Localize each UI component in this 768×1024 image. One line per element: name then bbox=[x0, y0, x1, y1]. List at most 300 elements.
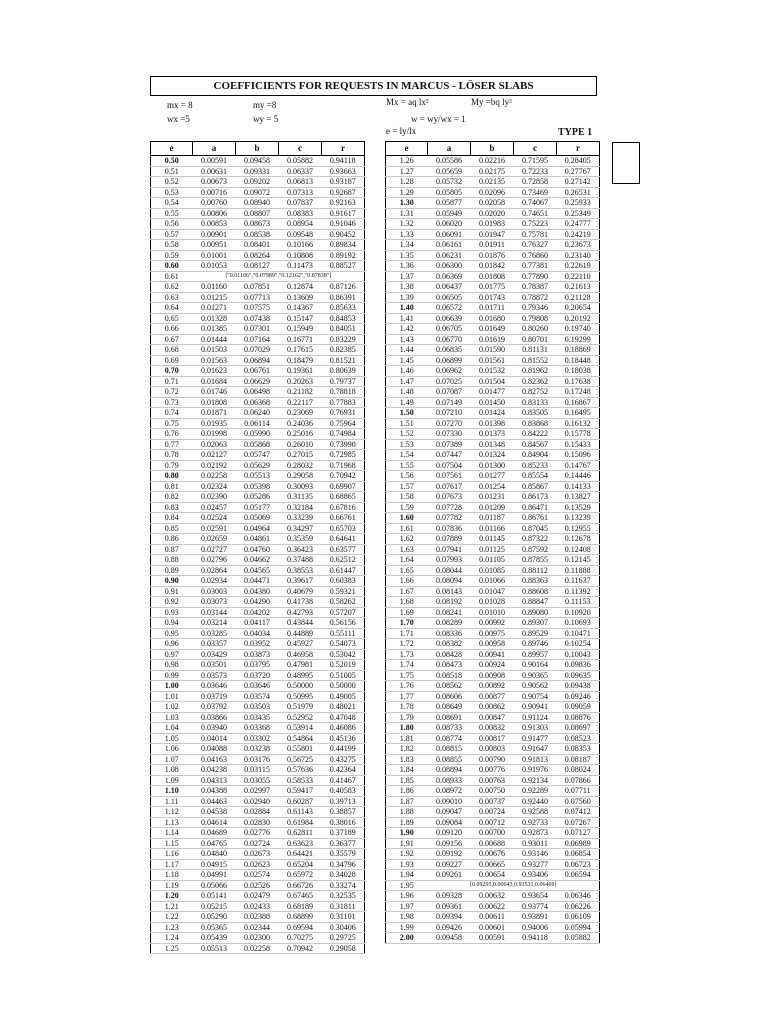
cell-a: 0.01053 bbox=[193, 261, 236, 272]
cell-c: 0.50995 bbox=[279, 691, 322, 702]
cell-c: 0.79808 bbox=[514, 313, 557, 324]
cell-r: 0.80639 bbox=[322, 366, 365, 377]
cell-e: 1.34 bbox=[386, 240, 428, 251]
cell-c: 0.66726 bbox=[279, 880, 322, 891]
cell-c: 0.86173 bbox=[514, 492, 557, 503]
table-row bbox=[386, 229, 600, 240]
cell-r: 0.37189 bbox=[322, 828, 365, 839]
cell-e: 1.72 bbox=[386, 639, 428, 650]
table-row bbox=[386, 796, 600, 807]
cell-a: 0.03003 bbox=[193, 586, 236, 597]
cell-e: 0.68 bbox=[151, 345, 193, 356]
cell-a: 0.02390 bbox=[193, 492, 236, 503]
table-row bbox=[386, 324, 600, 335]
cell-r: 0.09246 bbox=[557, 691, 600, 702]
cell-r: 0.41467 bbox=[322, 775, 365, 786]
cell-e: 1.13 bbox=[151, 817, 193, 828]
cell-b: 0.00790 bbox=[471, 754, 514, 765]
table-row bbox=[386, 733, 600, 744]
cell-e: 0.75 bbox=[151, 418, 193, 429]
table-row bbox=[386, 607, 600, 618]
cell-e: 0.50 bbox=[151, 156, 193, 167]
cell-b: 0.07164 bbox=[236, 334, 279, 345]
cell-r: 0.93187 bbox=[322, 177, 365, 188]
cell-e: 1.74 bbox=[386, 660, 428, 671]
cell-b: 0.05747 bbox=[236, 450, 279, 461]
cell-b: 0.03055 bbox=[236, 775, 279, 786]
cell-e: 1.36 bbox=[386, 261, 428, 272]
cell-a: 0.08855 bbox=[428, 754, 471, 765]
cell-b: 0.05286 bbox=[236, 492, 279, 503]
cell-r: 0.05882 bbox=[557, 933, 600, 944]
cell-r: 0.10471 bbox=[557, 628, 600, 639]
cell-e: 1.55 bbox=[386, 460, 428, 471]
cell-e: 1.66 bbox=[386, 576, 428, 587]
cell-b: 0.00975 bbox=[471, 628, 514, 639]
cell-r: 0.08697 bbox=[557, 723, 600, 734]
cell-a: 0.08143 bbox=[428, 586, 471, 597]
cell-e: 1.52 bbox=[386, 429, 428, 440]
cell-b: 0.02020 bbox=[471, 208, 514, 219]
cell-e: 1.90 bbox=[386, 828, 428, 839]
cell-r: 0.08024 bbox=[557, 765, 600, 776]
cell-a: 0.09156 bbox=[428, 838, 471, 849]
cell-c: 0.83505 bbox=[514, 408, 557, 419]
table-row bbox=[386, 838, 600, 849]
table-row bbox=[151, 754, 365, 765]
cell-a: 0.08691 bbox=[428, 712, 471, 723]
cell-e: 1.11 bbox=[151, 796, 193, 807]
cell-r: 0.19299 bbox=[557, 334, 600, 345]
cell-c: 0.87322 bbox=[514, 534, 557, 545]
cell-c: 0.75223 bbox=[514, 219, 557, 230]
table-row bbox=[151, 366, 365, 377]
cell-r: 0.16867 bbox=[557, 397, 600, 408]
cell-a: 0.09120 bbox=[428, 828, 471, 839]
cell-a: 0.07149 bbox=[428, 397, 471, 408]
cell-e: 1.86 bbox=[386, 786, 428, 797]
cell-e: 1.24 bbox=[151, 933, 193, 944]
cell-a: 0.06572 bbox=[428, 303, 471, 314]
cell-a: 0.06091 bbox=[428, 229, 471, 240]
cell-a: 0.01215 bbox=[193, 292, 236, 303]
cell-c: 0.13609 bbox=[279, 292, 322, 303]
cell-r: 0.50000 bbox=[322, 681, 365, 692]
cell-e: 1.00 bbox=[151, 681, 193, 692]
cell-c: 0.90365 bbox=[514, 670, 557, 681]
cell-b: 0.00958 bbox=[471, 639, 514, 650]
cell-c: 0.78872 bbox=[514, 292, 557, 303]
cell-c: 0.05882 bbox=[279, 156, 322, 167]
column-header-a: a bbox=[193, 142, 236, 156]
cell-r: 0.86391 bbox=[322, 292, 365, 303]
table-row bbox=[151, 639, 365, 650]
cell-r: 0.59321 bbox=[322, 586, 365, 597]
cell-r: 0.32535 bbox=[322, 891, 365, 902]
type-label: TYPE 1 bbox=[558, 127, 593, 138]
cell-r: 0.45136 bbox=[322, 733, 365, 744]
cell-e: 1.08 bbox=[151, 765, 193, 776]
cell-e: 1.44 bbox=[386, 345, 428, 356]
column-header-c: c bbox=[514, 142, 557, 156]
table-row bbox=[151, 597, 365, 608]
cell-r: 0.20192 bbox=[557, 313, 600, 324]
cell-r: 0.47048 bbox=[322, 712, 365, 723]
cell-c: 0.74651 bbox=[514, 208, 557, 219]
cell-r: 0.25349 bbox=[557, 208, 600, 219]
cell-c: 0.14367 bbox=[279, 303, 322, 314]
table-row bbox=[386, 922, 600, 933]
cell-a: 0.07782 bbox=[428, 513, 471, 524]
cell-c: 0.30093 bbox=[279, 481, 322, 492]
table-row bbox=[386, 166, 600, 177]
cell-b: 0.02997 bbox=[236, 786, 279, 797]
cell-a: 0.09084 bbox=[428, 817, 471, 828]
cell-c: 0.93277 bbox=[514, 859, 557, 870]
cell-a: 0.08649 bbox=[428, 702, 471, 713]
cell-r: 0.82385 bbox=[322, 345, 365, 356]
cell-a: 0.04088 bbox=[193, 744, 236, 755]
table-row bbox=[151, 765, 365, 776]
cell-e: 1.16 bbox=[151, 849, 193, 860]
cell-e: 1.57 bbox=[386, 481, 428, 492]
cell-r: 0.30406 bbox=[322, 922, 365, 933]
cell-a: 0.04689 bbox=[193, 828, 236, 839]
cell-b: 0.01876 bbox=[471, 250, 514, 261]
cell-r: 0.91617 bbox=[322, 208, 365, 219]
table-row bbox=[386, 565, 600, 576]
cell-e: 1.67 bbox=[386, 586, 428, 597]
table-row bbox=[386, 219, 600, 230]
cell-e: 1.41 bbox=[386, 313, 428, 324]
cell-a: 0.03429 bbox=[193, 649, 236, 660]
cell-b: 0.01532 bbox=[471, 366, 514, 377]
cell-e: 0.55 bbox=[151, 208, 193, 219]
cell-e: 0.90 bbox=[151, 576, 193, 587]
cell-b: 0.01066 bbox=[471, 576, 514, 587]
cell-b: 0.04471 bbox=[236, 576, 279, 587]
cell-r: 0.48021 bbox=[322, 702, 365, 713]
cell-c: 0.20263 bbox=[279, 376, 322, 387]
param-w: w = wy/wx = 1 bbox=[411, 114, 466, 124]
cell-c: 0.52952 bbox=[279, 712, 322, 723]
cell-e: 0.84 bbox=[151, 513, 193, 524]
cell-c: 0.17615 bbox=[279, 345, 322, 356]
cell-e: 0.92 bbox=[151, 597, 193, 608]
table-row bbox=[386, 544, 600, 555]
cell-c: 0.76860 bbox=[514, 250, 557, 261]
cell-r: 0.09059 bbox=[557, 702, 600, 713]
cell-r: 0.81521 bbox=[322, 355, 365, 366]
table-row bbox=[151, 828, 365, 839]
cell-a: 0.02258 bbox=[193, 471, 236, 482]
cell-b: 0.01842 bbox=[471, 261, 514, 272]
cell-c: 0.19361 bbox=[279, 366, 322, 377]
table-row bbox=[386, 817, 600, 828]
cell-r: 0.74984 bbox=[322, 429, 365, 440]
table-row bbox=[151, 681, 365, 692]
table-row bbox=[151, 166, 365, 177]
cell-c: 0.74067 bbox=[514, 198, 557, 209]
cell-e: 0.83 bbox=[151, 502, 193, 513]
cell-b: 0.08940 bbox=[236, 198, 279, 209]
cell-b: 0.03646 bbox=[236, 681, 279, 692]
cell-r: 0.12408 bbox=[557, 544, 600, 555]
cell-e: 1.20 bbox=[151, 891, 193, 902]
cell-r: 0.31101 bbox=[322, 912, 365, 923]
cell-a: 0.01503 bbox=[193, 345, 236, 356]
table-row bbox=[151, 460, 365, 471]
cell-a: 0.09261 bbox=[428, 870, 471, 881]
cell-a: 0.02591 bbox=[193, 523, 236, 534]
cell-r: 0.14133 bbox=[557, 481, 600, 492]
table-row bbox=[386, 355, 600, 366]
cell-r: 0.78818 bbox=[322, 387, 365, 398]
cell-e: 1.30 bbox=[386, 198, 428, 209]
table-row bbox=[151, 523, 365, 534]
cell-e: 2.00 bbox=[386, 933, 428, 944]
cell-c: 0.90941 bbox=[514, 702, 557, 713]
cell-b: 0.03503 bbox=[236, 702, 279, 713]
cell-e: 1.19 bbox=[151, 880, 193, 891]
cell-b: 0.06114 bbox=[236, 418, 279, 429]
table-row bbox=[151, 345, 365, 356]
cell-c: 0.15949 bbox=[279, 324, 322, 335]
cell-a: 0.08972 bbox=[428, 786, 471, 797]
cell-r: 0.05994 bbox=[557, 922, 600, 933]
cell-c: 0.57636 bbox=[279, 765, 322, 776]
cell-b: 0.01254 bbox=[471, 481, 514, 492]
cell-a: 0.06770 bbox=[428, 334, 471, 345]
table-row bbox=[386, 303, 600, 314]
cell-e: 1.29 bbox=[386, 187, 428, 198]
cell-r: 0.62512 bbox=[322, 555, 365, 566]
cell-b: 0.04964 bbox=[236, 523, 279, 534]
cell-e: 1.21 bbox=[151, 901, 193, 912]
cell-e: 0.73 bbox=[151, 397, 193, 408]
cell-e: 1.56 bbox=[386, 471, 428, 482]
cell-c: 0.76327 bbox=[514, 240, 557, 251]
cell-a: 0.01563 bbox=[193, 355, 236, 366]
cell-c: 0.92289 bbox=[514, 786, 557, 797]
cell-e: 1.64 bbox=[386, 555, 428, 566]
table-row bbox=[386, 513, 600, 524]
cell-a: 0.03144 bbox=[193, 607, 236, 618]
cell-c: 0.91124 bbox=[514, 712, 557, 723]
cell-c: 0.06813 bbox=[279, 177, 322, 188]
cell-e: 1.68 bbox=[386, 597, 428, 608]
cell-c: 0.89957 bbox=[514, 649, 557, 660]
cell-a: 0.01385 bbox=[193, 324, 236, 335]
cell-c: 0.84222 bbox=[514, 429, 557, 440]
cell-a: 0.08289 bbox=[428, 618, 471, 629]
cell-c: 0.79346 bbox=[514, 303, 557, 314]
cell-b: 0.05398 bbox=[236, 481, 279, 492]
cell-a: 0.09047 bbox=[428, 807, 471, 818]
cell-b: 0.00763 bbox=[471, 775, 514, 786]
cell-e: 0.89 bbox=[151, 565, 193, 576]
cell-c: 0.61984 bbox=[279, 817, 322, 828]
cell-c: 0.69594 bbox=[279, 922, 322, 933]
cell-e: 1.83 bbox=[386, 754, 428, 765]
cell-a: 0.07836 bbox=[428, 523, 471, 534]
cell-r: 0.92687 bbox=[322, 187, 365, 198]
cell-b: 0.01085 bbox=[471, 565, 514, 576]
cell-b: 0.01775 bbox=[471, 282, 514, 293]
cell-b: 0.03238 bbox=[236, 744, 279, 755]
cell-e: 0.80 bbox=[151, 471, 193, 482]
table-row bbox=[386, 345, 600, 356]
cell-r: 0.10043 bbox=[557, 649, 600, 660]
param-My: My =bq ly² bbox=[471, 97, 512, 107]
param-wy: wy = 5 bbox=[253, 114, 279, 124]
cell-a: 0.02192 bbox=[193, 460, 236, 471]
cell-e: 0.57 bbox=[151, 229, 193, 240]
table-row bbox=[151, 240, 365, 251]
table-row bbox=[151, 576, 365, 587]
cell-e: 1.71 bbox=[386, 628, 428, 639]
cell-c: 0.10808 bbox=[279, 250, 322, 261]
cell-c: 0.70942 bbox=[279, 943, 322, 954]
cell-r: 0.23140 bbox=[557, 250, 600, 261]
cell-r: 0.17248 bbox=[557, 387, 600, 398]
cell-r: 0.90452 bbox=[322, 229, 365, 240]
cell-a: 0.09328 bbox=[428, 891, 471, 902]
cell-e: 1.70 bbox=[386, 618, 428, 629]
table-row bbox=[151, 282, 365, 293]
table-row bbox=[151, 229, 365, 240]
cell-b: 0.08673 bbox=[236, 219, 279, 230]
coefficient-table-right bbox=[385, 141, 600, 944]
table-row bbox=[151, 891, 365, 902]
cell-a: 0.00591 bbox=[193, 156, 236, 167]
table-row bbox=[151, 261, 365, 272]
table-row bbox=[386, 807, 600, 818]
table-row bbox=[151, 219, 365, 230]
cell-e: 1.80 bbox=[386, 723, 428, 734]
table-row bbox=[151, 481, 365, 492]
cell-e: 0.51 bbox=[151, 166, 193, 177]
cell-b: 0.07029 bbox=[236, 345, 279, 356]
cell-b: 0.01743 bbox=[471, 292, 514, 303]
cell-a: 0.06835 bbox=[428, 345, 471, 356]
cell-c: 0.82752 bbox=[514, 387, 557, 398]
cell-e: 1.17 bbox=[151, 859, 193, 870]
table-row bbox=[386, 660, 600, 671]
cell-a: 0.04614 bbox=[193, 817, 236, 828]
cell-e: 1.37 bbox=[386, 271, 428, 282]
cell-e: 0.96 bbox=[151, 639, 193, 650]
cell-c: 0.58533 bbox=[279, 775, 322, 786]
table-row bbox=[386, 282, 600, 293]
table-row bbox=[151, 250, 365, 261]
cell-c: 0.23069 bbox=[279, 408, 322, 419]
cell-c: 0.60287 bbox=[279, 796, 322, 807]
table-row bbox=[386, 376, 600, 387]
cell-e: 0.54 bbox=[151, 198, 193, 209]
cell-a: 0.04538 bbox=[193, 807, 236, 818]
cell-a: 0.05732 bbox=[428, 177, 471, 188]
cell-r: 0.07866 bbox=[557, 775, 600, 786]
table-row bbox=[386, 481, 600, 492]
table-row bbox=[151, 691, 365, 702]
cell-c: 0.80701 bbox=[514, 334, 557, 345]
cell-e: 1.27 bbox=[386, 166, 428, 177]
cell-c: 0.81131 bbox=[514, 345, 557, 356]
cell-e: 1.06 bbox=[151, 744, 193, 755]
cell-r: 0.12955 bbox=[557, 523, 600, 534]
table-row bbox=[386, 649, 600, 660]
table-row bbox=[151, 922, 365, 933]
cell-b: 0.03574 bbox=[236, 691, 279, 702]
cell-e: 1.98 bbox=[386, 912, 428, 923]
table-row bbox=[151, 555, 365, 566]
cell-a: 0.04313 bbox=[193, 775, 236, 786]
cell-e: 0.70 bbox=[151, 366, 193, 377]
cell-c: 0.72858 bbox=[514, 177, 557, 188]
cell-a: 0.04163 bbox=[193, 754, 236, 765]
cell-c: 0.81962 bbox=[514, 366, 557, 377]
cell-e: 0.53 bbox=[151, 187, 193, 198]
cell-c: 0.46958 bbox=[279, 649, 322, 660]
cell-b: 0.01231 bbox=[471, 492, 514, 503]
cell-r: 0.64641 bbox=[322, 534, 365, 545]
cell-c: 0.34297 bbox=[279, 523, 322, 534]
table-row bbox=[386, 933, 600, 944]
cell-a: 0.09010 bbox=[428, 796, 471, 807]
cell-e: 1.22 bbox=[151, 912, 193, 923]
table-row bbox=[151, 334, 365, 345]
cell-a: 0.07270 bbox=[428, 418, 471, 429]
cell-r: 0.22619 bbox=[557, 261, 600, 272]
cell-b: 0.02433 bbox=[236, 901, 279, 912]
table-row bbox=[386, 670, 600, 681]
cell-c: 0.93146 bbox=[514, 849, 557, 860]
table-row bbox=[151, 817, 365, 828]
cell-c: 0.93891 bbox=[514, 912, 557, 923]
cell-c: 0.29058 bbox=[279, 471, 322, 482]
cell-a: 0.08428 bbox=[428, 649, 471, 660]
cell-a: 0.02659 bbox=[193, 534, 236, 545]
cell-c: 0.21182 bbox=[279, 387, 322, 398]
cell-e: 1.42 bbox=[386, 324, 428, 335]
cell-b: 0.01166 bbox=[471, 523, 514, 534]
cell-c: 0.07837 bbox=[279, 198, 322, 209]
cell-c: 0.50000 bbox=[279, 681, 322, 692]
cell-e: 0.58 bbox=[151, 240, 193, 251]
cell-c: 0.77381 bbox=[514, 261, 557, 272]
cell-c: 0.89529 bbox=[514, 628, 557, 639]
cell-c: 0.93011 bbox=[514, 838, 557, 849]
cell-a: 0.05877 bbox=[428, 198, 471, 209]
cell-c: 0.80260 bbox=[514, 324, 557, 335]
cell-a: 0.03073 bbox=[193, 597, 236, 608]
cell-b: 0.01504 bbox=[471, 376, 514, 387]
cell-c: 0.82362 bbox=[514, 376, 557, 387]
cell-e: 0.79 bbox=[151, 460, 193, 471]
cell-r: 0.56156 bbox=[322, 618, 365, 629]
cell-e: 1.50 bbox=[386, 408, 428, 419]
cell-r: 0.15433 bbox=[557, 439, 600, 450]
cell-b: 0.01277 bbox=[471, 471, 514, 482]
table-row bbox=[386, 313, 600, 324]
table-row bbox=[151, 744, 365, 755]
cell-b: 0.09072 bbox=[236, 187, 279, 198]
cell-c: 0.88112 bbox=[514, 565, 557, 576]
cell-b: 0.05513 bbox=[236, 471, 279, 482]
cell-c: 0.91477 bbox=[514, 733, 557, 744]
cell-b: 0.04117 bbox=[236, 618, 279, 629]
